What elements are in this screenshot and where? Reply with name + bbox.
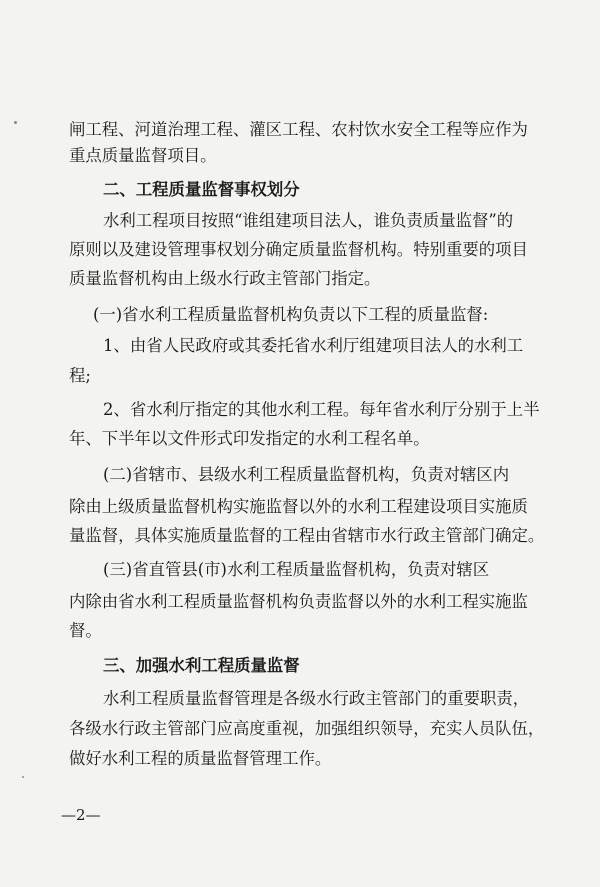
scan-speck [22,776,24,778]
body-line: 水利工程项目按照“谁组建项目法人，谁负责质量监督”的 [103,211,514,230]
page-number: —2— [61,806,101,824]
body-line: (一)省水利工程质量监督机构负责以下工程的质量监督: [93,305,489,324]
body-line: 重点质量监督项目。 [69,146,217,165]
body-line: 质量监督机构由上级水行政主管部门指定。 [69,269,381,288]
body-line: (三)省直管县(市)水利工程质量监督机构，负责对辖区 [103,560,490,579]
body-line: 2、省水利厅指定的其他水利工程。每年省水利厅分别于上半 [103,400,540,419]
body-line: 程; [69,366,91,385]
scan-speck [14,121,17,124]
body-line: 内除由省水利工程质量监督机构负责监督以外的水利工程实施监 [69,592,528,611]
body-line: 各级水行政主管部门应高度重视，加强组织领导，充实人员队伍， [69,719,545,738]
body-line: 年、下半年以文件形式印发指定的水利工程名单。 [69,429,430,448]
body-line: 除由上级质量监督机构实施监督以外的水利工程建设项目实施质 [69,497,528,516]
section-heading: 二、工程质量监督事权划分 [103,180,300,199]
body-line: 水利工程质量监督管理是各级水行政主管部门的重要职责， [103,689,530,708]
section-heading: 三、加强水利工程质量监督 [103,656,300,675]
body-line: 1、由省人民政府或其委托省水利厅组建项目法人的水利工 [103,336,524,355]
body-line: (二)省辖市、县级水利工程质量监督机构，负责对辖区内 [103,465,510,484]
body-line: 闸工程、河道治理工程、灌区工程、农村饮水安全工程等应作为 [69,120,528,139]
body-line: 督。 [69,621,102,640]
body-line: 做好水利工程的质量监督管理工作。 [69,749,332,768]
body-line: 量监督，具体实施质量监督的工程由省辖市水行政主管部门确定。 [69,526,545,545]
body-line: 原则以及建设管理事权划分确定质量监督机构。特别重要的项目 [69,240,528,259]
